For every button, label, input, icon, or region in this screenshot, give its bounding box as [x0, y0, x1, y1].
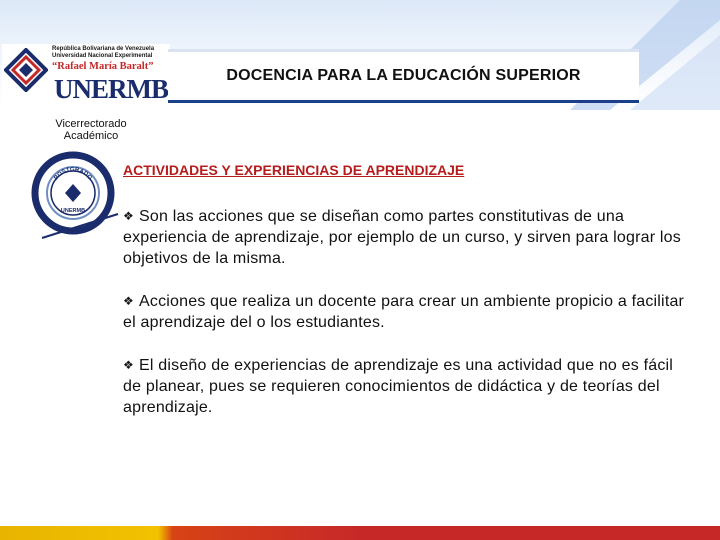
paragraph-2-text: Acciones que realiza un docente para crear un ambiente propicio a facilitar el aprendizaje del o los estudiantes. [123, 293, 685, 331]
vice-label-line2: Académico [63, 130, 119, 142]
diamond-bullet-icon: ❖ [123, 294, 134, 308]
logo-text-line2: Universidad Nacional Experimental [52, 53, 153, 59]
seal-arc-text: POSTGRADO [53, 166, 93, 182]
logo-text-line1: República Bolivariana de Venezuela [52, 46, 155, 52]
diamond-bullet-icon: ❖ [123, 209, 134, 223]
seal-bottom-text: UNERMB [60, 208, 86, 214]
diamond-bullet-icon: ❖ [123, 358, 134, 372]
paragraph-1 [123, 206, 693, 269]
paragraph-3 [123, 355, 693, 418]
vicerrectorado-label [36, 118, 146, 142]
vice-label-line1: Vicerrectorado [55, 118, 127, 130]
seal-underline-decoration [40, 212, 120, 242]
unermb-emblem-icon [4, 48, 48, 92]
section-heading: ACTIVIDADES Y EXPERIENCIAS DE APRENDIZAJE [123, 162, 465, 178]
footer-color-bar [0, 526, 720, 540]
paragraph-2 [123, 291, 693, 333]
page-title: DOCENCIA PARA LA EDUCACIÓN SUPERIOR [226, 67, 581, 84]
paragraph-3-text: El diseño de experiencias de aprendizaje es una actividad que no es fácil de planear, pues se requieren conocimientos de didáctica y de teorías del aprendizaje. [123, 357, 674, 416]
paragraph-1-text: Son las acciones que se diseñan como partes constitutivas de una experiencia de aprendizaje, por ejemplo de un curso, y sirven para lograr los objetivos de la misma. [123, 208, 681, 267]
university-logo [2, 44, 170, 108]
logo-text-line3: “Rafael María Baralt” [52, 61, 154, 72]
header-title-box [168, 49, 639, 103]
logo-wordmark: UNERMB [54, 74, 168, 104]
